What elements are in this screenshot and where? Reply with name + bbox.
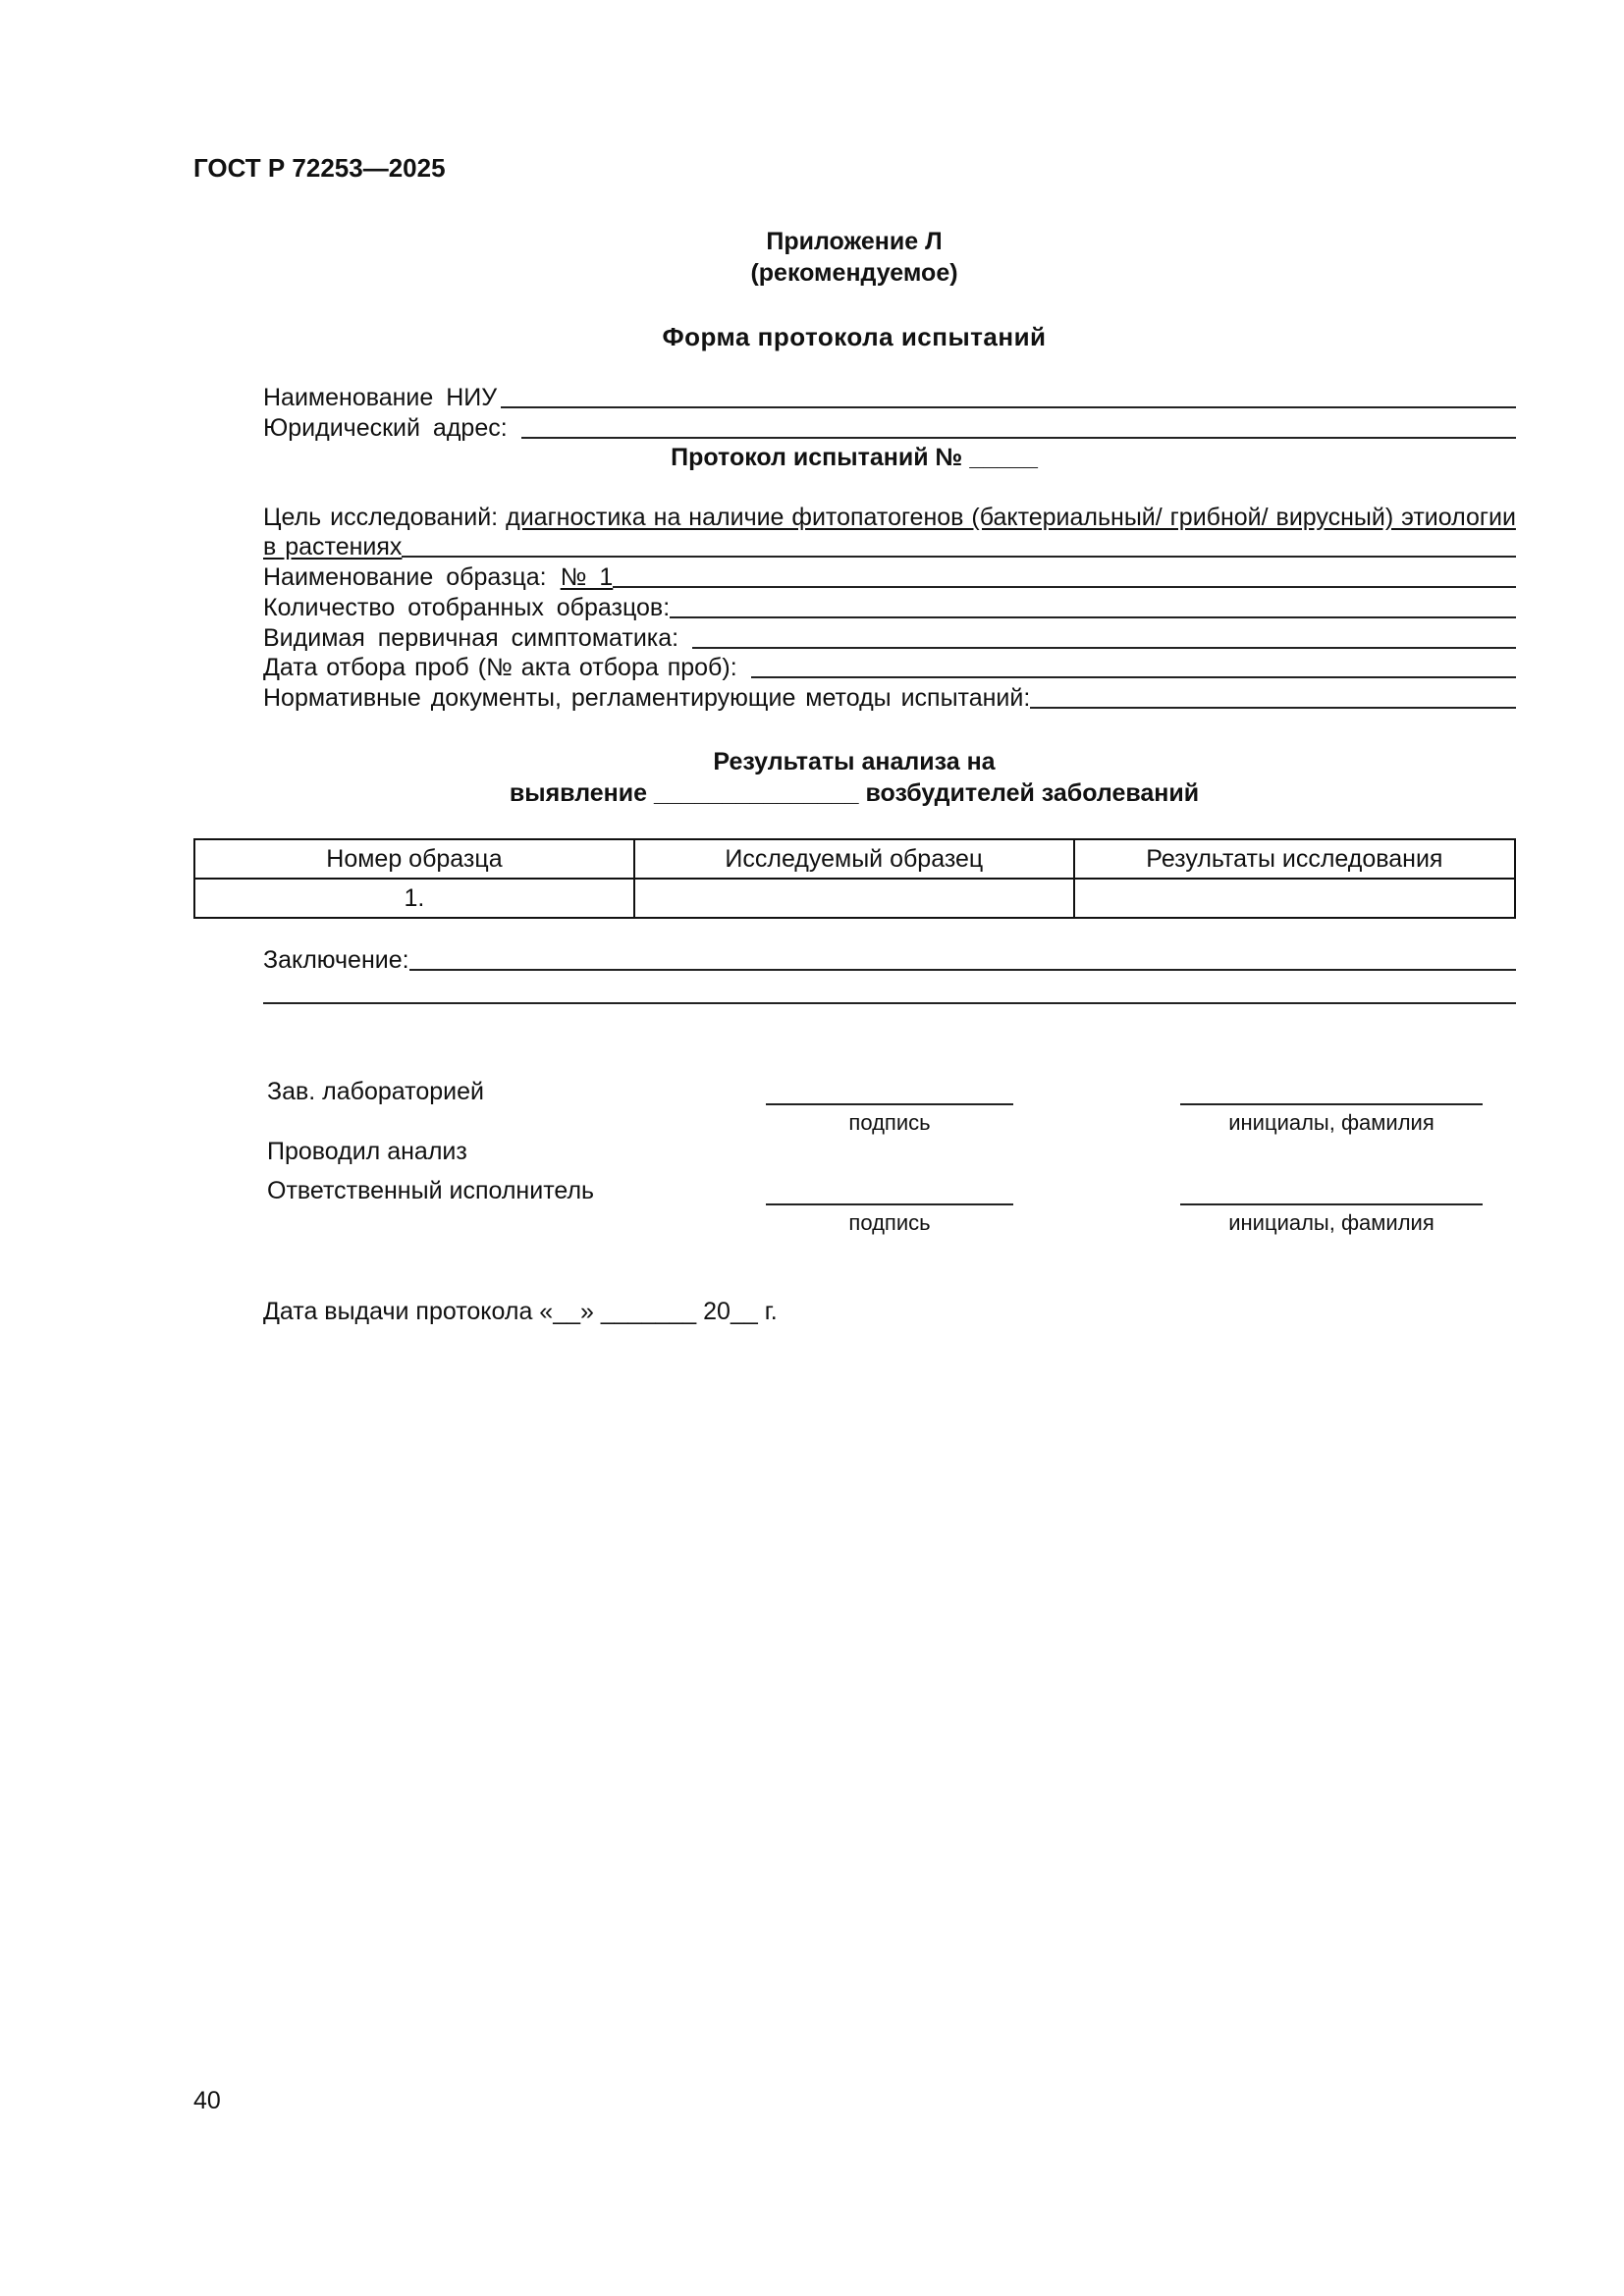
sampling-date-label: Дата отбора проб (№ акта отбора проб):	[263, 654, 737, 681]
sample-name-line	[613, 586, 1516, 588]
org-address-row	[263, 413, 1516, 443]
results-subtitle: выявление _______________ возбудителей заболеваний	[509, 779, 1200, 807]
org-name-row	[263, 383, 1516, 412]
protocol-title: Протокол испытаний № _____	[671, 444, 1038, 471]
table-row	[194, 879, 1515, 918]
norm-docs-line	[1030, 707, 1516, 709]
purpose-label: Цель исследований:	[263, 504, 499, 531]
table-cell[interactable]	[634, 879, 1074, 918]
org-address-line	[521, 437, 1516, 439]
symptoms-label: Видимая первичная симптоматика:	[263, 624, 679, 652]
sample-name-row	[263, 562, 1516, 592]
annex-title: Приложение Л	[766, 228, 943, 255]
sample-count-line	[670, 616, 1516, 618]
purpose-value: диагностика на наличие фитопатогенов (бактериальный/ грибной/ вирусный) этиологии	[506, 504, 1516, 531]
norm-docs-label: Нормативные документы, регламентирующие методы испытаний:	[263, 684, 1031, 712]
performed-label: Проводил анализ	[267, 1138, 467, 1165]
responsible-signature-caption: подпись	[848, 1210, 931, 1235]
sampling-date-line	[751, 676, 1516, 678]
org-address-label: Юридический адрес:	[263, 414, 508, 442]
head-lab-signature-caption: подпись	[848, 1110, 931, 1135]
document-header: ГОСТ Р 72253—2025	[193, 153, 446, 183]
sample-name-label: Наименование образца:	[263, 563, 547, 591]
conclusion-row	[263, 945, 1516, 975]
results-table	[193, 838, 1516, 919]
responsible-name-caption: инициалы, фамилия	[1228, 1210, 1435, 1235]
symptoms-line	[692, 647, 1516, 649]
head-lab-name-caption: инициалы, фамилия	[1228, 1110, 1435, 1135]
head-lab-name-line[interactable]	[1180, 1103, 1483, 1105]
conclusion-line	[409, 969, 1516, 971]
conclusion-line-2	[263, 1002, 1516, 1004]
head-lab-label: Зав. лабораторией	[267, 1078, 484, 1105]
column-header-results: Результаты исследования	[1074, 839, 1515, 879]
purpose-line	[402, 556, 1516, 558]
purpose-value-cont: в растениях	[263, 533, 403, 561]
column-header-sample: Исследуемый образец	[634, 839, 1074, 879]
sampling-date-row	[263, 653, 1516, 682]
sample-count-row	[263, 593, 1516, 622]
responsible-label: Ответственный исполнитель	[267, 1177, 595, 1204]
issue-date: Дата выдачи протокола «__» _______ 20__ г.	[263, 1298, 778, 1325]
table-cell[interactable]: 1.	[194, 879, 634, 918]
annex-status: (рекомендуемое)	[750, 259, 958, 287]
page-number: 40	[193, 2087, 221, 2114]
responsible-name-line[interactable]	[1180, 1203, 1483, 1205]
org-name-label: Наименование НИУ	[263, 384, 498, 411]
purpose-row-cont	[263, 532, 1516, 561]
sample-name-value: № 1	[560, 563, 614, 591]
sample-count-label: Количество отобранных образцов:	[263, 594, 671, 621]
org-name-line	[501, 406, 1516, 408]
column-header-sample-number: Номер образца	[194, 839, 634, 879]
norm-docs-row	[263, 683, 1516, 713]
table-header-row	[194, 839, 1515, 879]
head-lab-signature-line[interactable]	[766, 1103, 1013, 1105]
table-cell[interactable]	[1074, 879, 1515, 918]
form-title: Форма протокола испытаний	[662, 322, 1047, 351]
symptoms-row	[263, 623, 1516, 653]
purpose-row	[263, 503, 1516, 532]
responsible-signature-line[interactable]	[766, 1203, 1013, 1205]
results-title: Результаты анализа на	[713, 748, 996, 775]
conclusion-label: Заключение:	[263, 946, 409, 974]
